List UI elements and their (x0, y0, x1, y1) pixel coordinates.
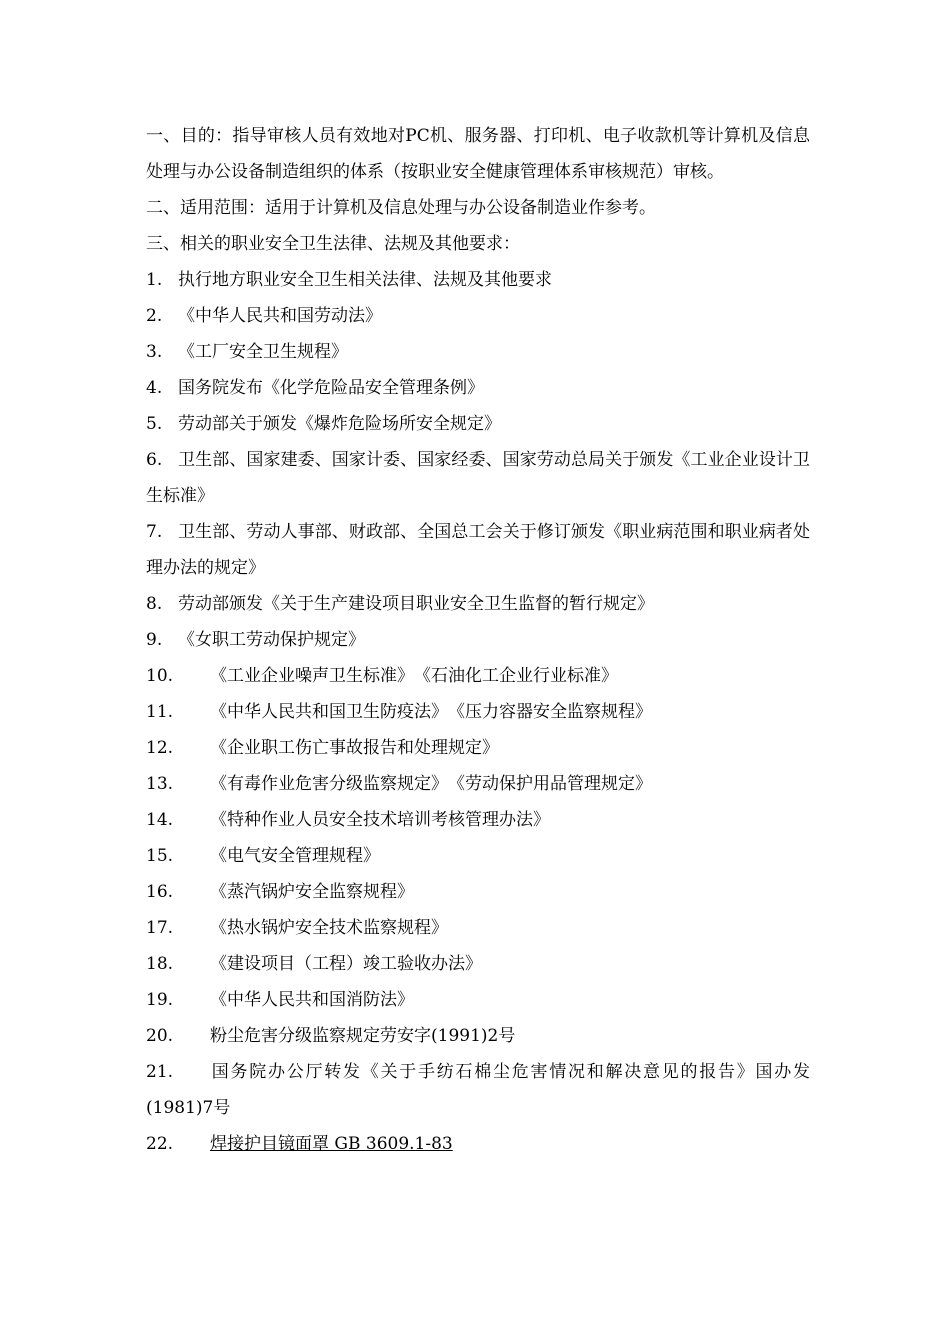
list-item (146, 766, 810, 802)
item-text: 执行地方职业安全卫生相关法律、法规及其他要求 (178, 270, 552, 290)
list-item (146, 874, 810, 910)
item-text: 《女职工劳动保护规定》 (178, 630, 365, 650)
list-item (146, 622, 810, 658)
item-text: 《电气安全管理规程》 (210, 846, 380, 866)
item-number: 22. (146, 1134, 174, 1154)
purpose-paragraph: 一、目的：指导审核人员有效地对PC机、服务器、打印机、电子收款机等计算机及信息处理与办公设备制造组织的体系（按职业安全健康管理体系审核规范）审核。 (146, 126, 810, 182)
list-item (146, 370, 810, 406)
item-number: 15. (146, 846, 174, 866)
item-text: 卫生部、劳动人事部、财政部、全国总工会关于修订颁发《职业病范围和职业病者处理办法的规定》 (146, 522, 810, 578)
item-text: 国务院发布《化学危险品安全管理条例》 (178, 378, 484, 398)
list-item (146, 334, 810, 370)
item-text: 粉尘危害分级监察规定劳安字(1991)2号 (210, 1026, 516, 1046)
item-number: 5. (146, 414, 163, 434)
list-item (146, 262, 810, 298)
item-number: 7. (146, 522, 163, 542)
item-text: 《中华人民共和国劳动法》 (178, 306, 382, 326)
list-item (146, 1126, 810, 1162)
document-body (146, 118, 810, 1162)
item-number: 9. (146, 630, 163, 650)
scope-paragraph: 二、适用范围：适用于计算机及信息处理与办公设备制造业作参考。 (146, 198, 656, 218)
item-number: 16. (146, 882, 174, 902)
laws-heading: 三、相关的职业安全卫生法律、法规及其他要求： (146, 234, 520, 254)
list-item (146, 838, 810, 874)
item-text: 《企业职工伤亡事故报告和处理规定》 (210, 738, 499, 758)
item-number: 18. (146, 954, 174, 974)
list-item (146, 586, 810, 622)
list-item (146, 802, 810, 838)
list-item (146, 1018, 810, 1054)
list-item (146, 694, 810, 730)
item-number: 11. (146, 702, 174, 722)
item-number: 20. (146, 1026, 174, 1046)
item-text: 《中华人民共和国消防法》 (210, 990, 414, 1010)
item-number: 3. (146, 342, 163, 362)
item-number: 4. (146, 378, 163, 398)
item-number: 13. (146, 774, 174, 794)
item-text: 《特种作业人员安全技术培训考核管理办法》 (210, 810, 550, 830)
item-number: 2. (146, 306, 163, 326)
item-text: 《工业企业噪声卫生标准》 《石油化工企业行业标准》 (210, 666, 618, 686)
item-number: 12. (146, 738, 174, 758)
item-text: 国务院办公厅转发《关于手纺石棉尘危害情况和解决意见的报告》国办发(1981)7号 (146, 1062, 810, 1118)
item-number: 19. (146, 990, 174, 1010)
item-number: 17. (146, 918, 174, 938)
list-item (146, 298, 810, 334)
item-number: 8. (146, 594, 163, 614)
item-text: 劳动部关于颁发《爆炸危险场所安全规定》 (178, 414, 501, 434)
item-number: 1. (146, 270, 163, 290)
item-text: 《有毒作业危害分级监察规定》 《劳动保护用品管理规定》 (210, 774, 652, 794)
item-text: 《建设项目（工程）竣工验收办法》 (210, 954, 482, 974)
item-text: 卫生部、国家建委、国家计委、国家经委、国家劳动总局关于颁发《工业企业设计卫生标准》 (146, 450, 810, 506)
list-item (146, 514, 810, 586)
item-text: 《蒸汽锅炉安全监察规程》 (210, 882, 414, 902)
list-item (146, 658, 810, 694)
item-number: 14. (146, 810, 174, 830)
list-item (146, 730, 810, 766)
item-text: 劳动部颁发《关于生产建设项目职业安全卫生监督的暂行规定》 (178, 594, 654, 614)
item-number: 21. (146, 1062, 174, 1082)
list-item (146, 406, 810, 442)
list-item (146, 982, 810, 1018)
item-text: 《热水锅炉安全技术监察规程》 (210, 918, 448, 938)
item-text-underlined: 焊接护目镜面罩 GB 3609.1-83 (210, 1134, 453, 1154)
list-item (146, 946, 810, 982)
item-number: 10. (146, 666, 174, 686)
list-item (146, 910, 810, 946)
list-item (146, 1054, 810, 1126)
item-text: 《中华人民共和国卫生防疫法》 《压力容器安全监察规程》 (210, 702, 652, 722)
list-item (146, 442, 810, 514)
item-text: 《工厂安全卫生规程》 (178, 342, 348, 362)
item-number: 6. (146, 450, 163, 470)
